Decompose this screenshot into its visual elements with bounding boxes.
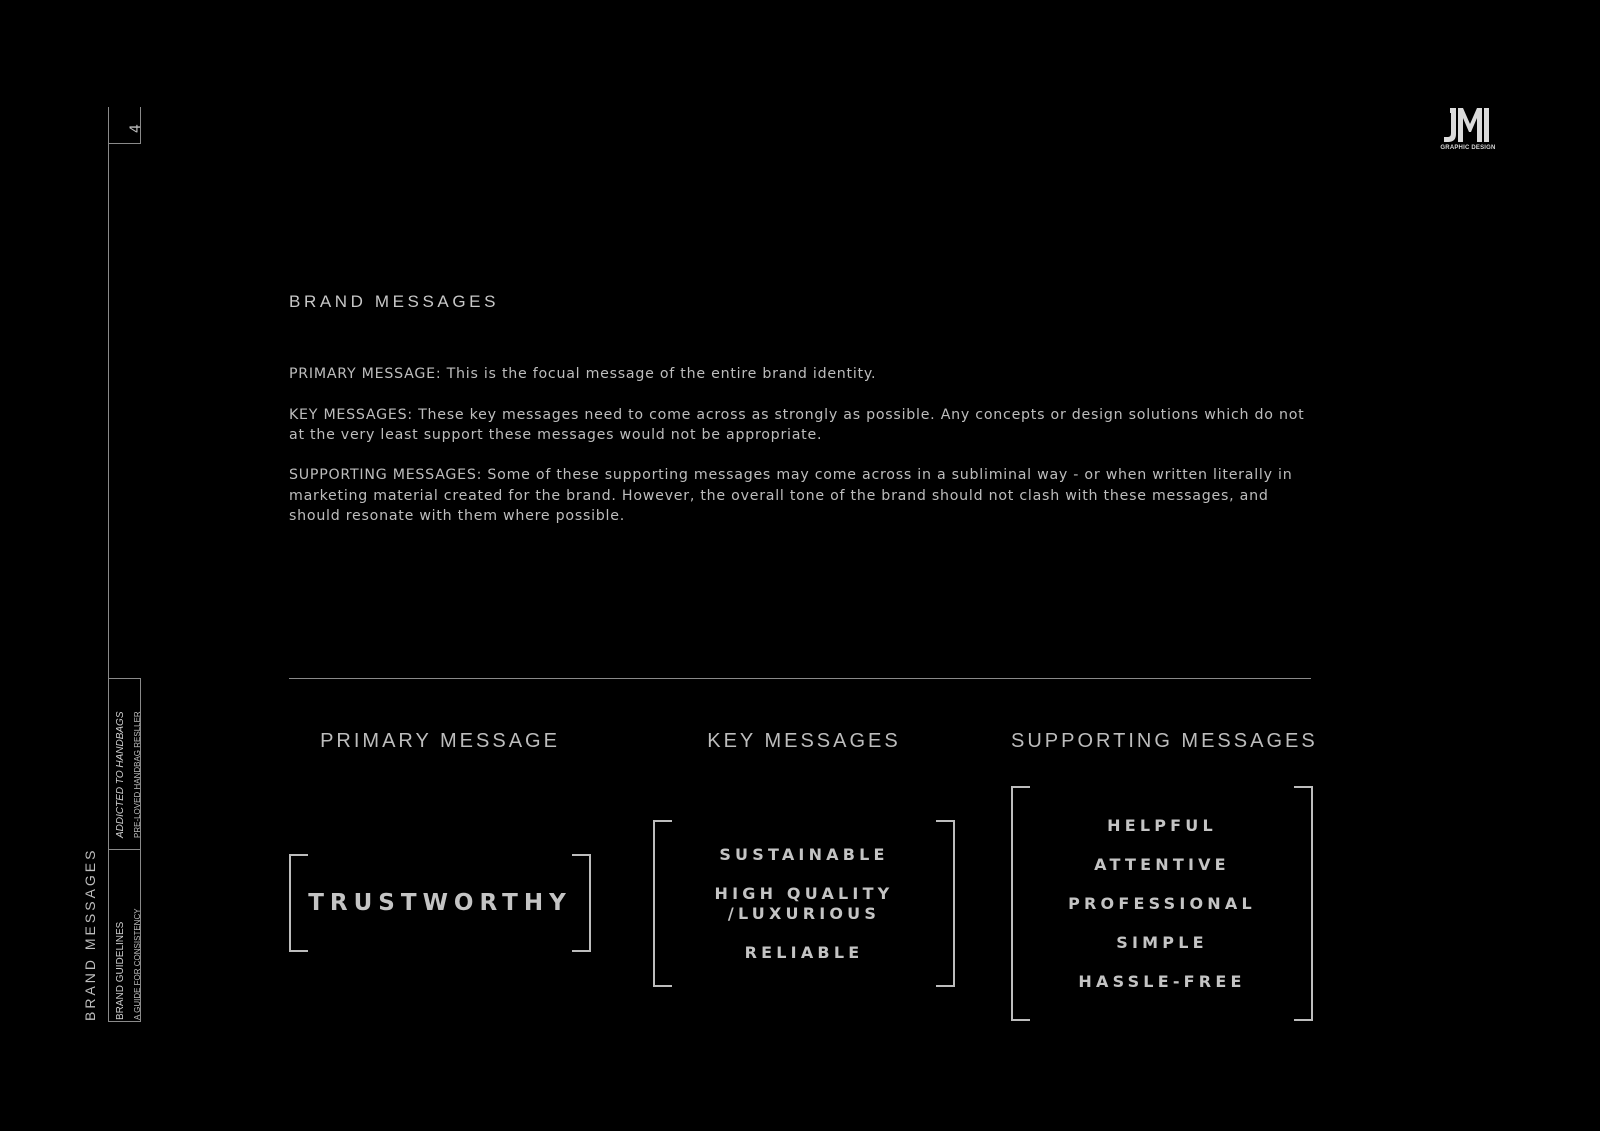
key-message-word: HIGH QUALITY /LUXURIOUS bbox=[714, 883, 894, 923]
rail-company-subtitle: PRE-LOVED HANDBAG RESLLER bbox=[133, 711, 142, 838]
supporting-message-word: ATTENTIVE bbox=[1094, 854, 1230, 874]
primary-message-list bbox=[289, 890, 591, 916]
rail-guidelines-subtitle: A GUIDE FOR CONSISTENCY bbox=[133, 908, 142, 1020]
page-title: BRAND MESSAGES bbox=[289, 292, 500, 311]
supporting-messages-list bbox=[1011, 816, 1313, 992]
supporting-messages-heading: SUPPORTING MESSAGES bbox=[1011, 730, 1318, 752]
rail-tick-middle bbox=[108, 678, 141, 679]
key-messages-list bbox=[653, 845, 955, 963]
primary-message-word: TRUSTWORTHY bbox=[308, 890, 572, 916]
rail-line bbox=[108, 107, 109, 1022]
supporting-message-word: PROFESSIONAL bbox=[1068, 893, 1256, 913]
supporting-messages-box bbox=[1011, 786, 1313, 1021]
supporting-message-word: SIMPLE bbox=[1116, 932, 1208, 952]
primary-message-box bbox=[289, 854, 591, 952]
key-message-word: RELIABLE bbox=[744, 942, 864, 962]
rail-tick-bottom bbox=[108, 1021, 141, 1022]
brand-logo bbox=[1436, 106, 1500, 151]
key-messages-heading: KEY MESSAGES bbox=[707, 730, 901, 752]
supporting-message-word: HASSLE-FREE bbox=[1078, 971, 1246, 991]
key-message-word: SUSTAINABLE bbox=[719, 844, 889, 864]
intro-key: KEY MESSAGES: These key messages need to come across as strongly as possible. Any concepts or design solutions which do not at the very least support these messages would not be appropriate. bbox=[289, 406, 1305, 443]
rail-tick-lower bbox=[108, 849, 141, 850]
rail-company-name: ADDICTED TO HANDBAGS bbox=[115, 711, 126, 838]
key-messages-box bbox=[653, 820, 955, 987]
intro-supporting: SUPPORTING MESSAGES: Some of these supporting messages may come across in a subliminal way - or when written literally in marketing material created for the brand. However, the overall tone of the brand should not clash with these messages, and should resonate with them where possible. bbox=[289, 467, 1293, 525]
rail-guidelines: BRAND GUIDELINES bbox=[115, 921, 126, 1020]
section-divider bbox=[289, 678, 1311, 679]
primary-message-heading: PRIMARY MESSAGE bbox=[320, 730, 560, 752]
intro-text bbox=[289, 364, 1313, 547]
rail-tick-top bbox=[108, 143, 141, 144]
supporting-message-word: HELPFUL bbox=[1107, 815, 1217, 835]
rail-section-title: BRAND MESSAGES bbox=[82, 847, 98, 1021]
intro-primary: PRIMARY MESSAGE: This is the focual message of the entire brand identity. bbox=[289, 366, 877, 382]
logo-subtitle: GRAPHIC DESIGN bbox=[1440, 145, 1496, 151]
page-number: 4 bbox=[128, 124, 144, 133]
jm-logo-icon bbox=[1442, 106, 1494, 144]
